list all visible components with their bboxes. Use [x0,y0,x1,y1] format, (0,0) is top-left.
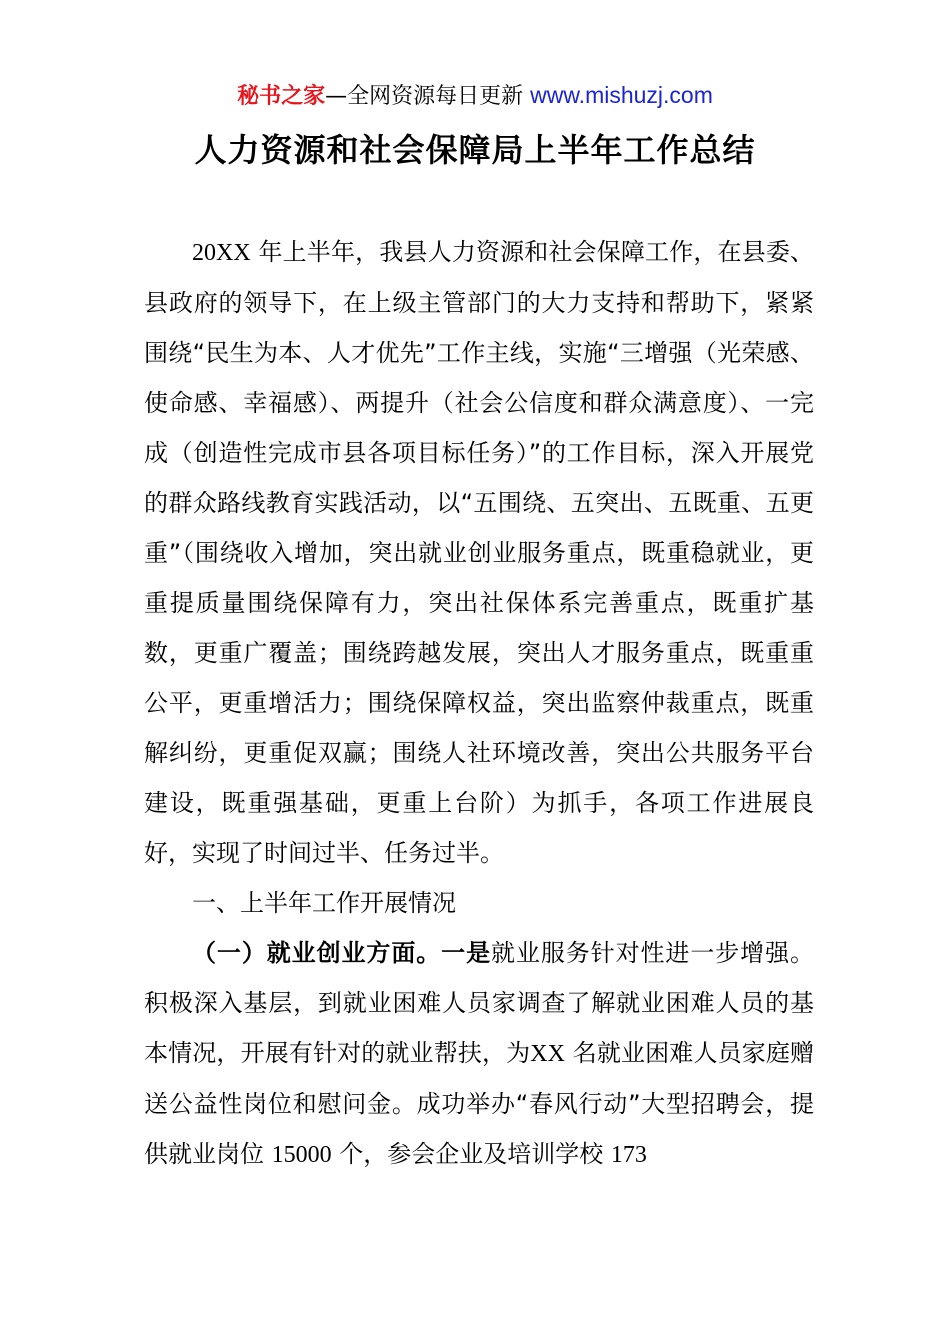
section-text-3: 个，参会企业及培训学校 [339,1140,604,1168]
section-label: （一）就业创业方面。一是 [192,939,491,967]
intro-paragraph [144,227,814,878]
document-title: 人力资源和社会保障局上半年工作总结 [194,131,756,169]
section-number-1: XX [530,1041,565,1067]
section-heading: 一、上半年工作开展情况 [192,889,456,917]
document-body [144,227,814,1180]
section-number-2: 15000 [271,1142,332,1168]
site-banner [0,80,950,112]
site-url-link[interactable]: www.mishuzj.com [530,82,713,108]
section-number-3: 173 [610,1142,647,1168]
section-text-2: 名就业困难人员家庭赠送公益性岗位和慰问金。成功举办“春风行动”大型招聘会，提供就业岗位 [144,1039,815,1168]
section-paragraph [144,928,814,1180]
intro-text: 年上半年，我县人力资源和社会保障工作，在县委、县政府的领导下，在上级主管部门的大力支持和帮助下，紧紧围绕“民生为本、人才优先”工作主线，实施“三增强（光荣感、使命感、幸福感）、两提升（社会公信度和群众满意度）、一完成（创造性完成市县各项目标任务）”的工作目标，深入开展党的群众路线教育实践活动，以“五围绕、五突出、五既重、五更重”（围绕收入增加，突出就业创业服务重点，既重稳就业，更重提质量围绕保障有力，突出社保体系完善重点，既重扩基数，更重广覆盖；围绕跨越发展，突出人才服务重点，既重重公平，更重增活力；围绕保障权益，突出监察仲裁重点，既重解纠纷，更重促双赢；围绕人社环境改善，突出公共服务平台建设，既重强基础，更重上台阶）为抓手，各项工作进展良好，实现了时间过半、任务过半。 [144,238,814,867]
site-brand: 秘书之家 [237,84,326,109]
intro-year: 20XX [192,240,251,266]
section-text-1: 就业服务针对性进一步增强。积极深入基层，到就业困难人员家调查了解就业困难人员的基本情况，开展有针对的就业帮扶，为 [144,939,814,1067]
site-slogan: —全网资源每日更新 [325,84,524,109]
